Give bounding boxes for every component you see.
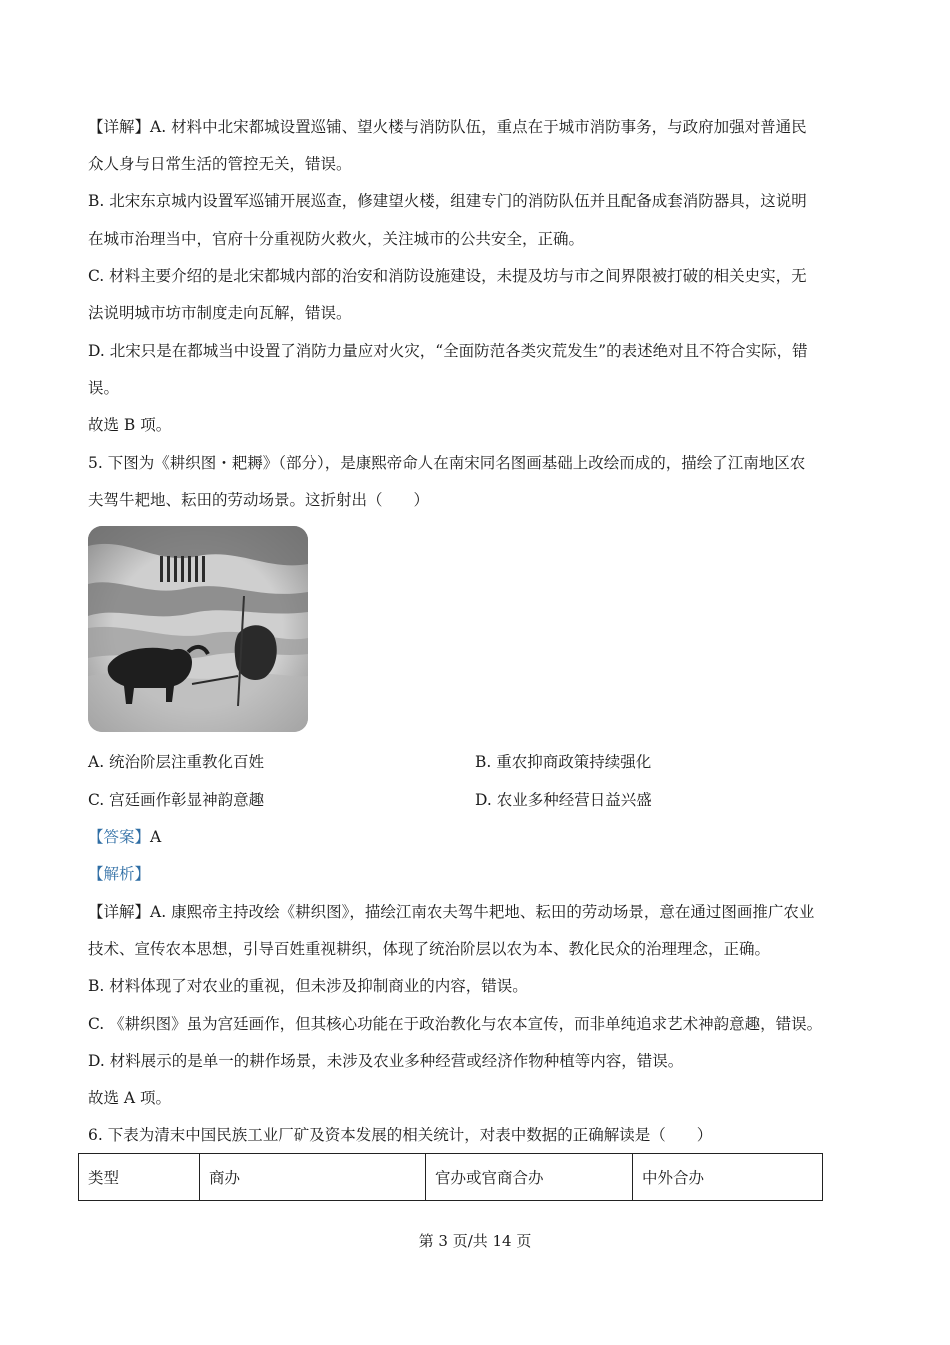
detail-label: 【详解】 — [88, 903, 151, 921]
q5-stem-line1: 5. 下图为《耕织图・耙耨》（部分），是康熙帝命人在南宋同名图画基础上改绘而成的，描绘了江南地区农 — [88, 454, 806, 472]
q5-detail-a-line2: 技术、宣传农本思想，引导百姓重视耕织，体现了统治阶层以农为本、教化民众的治理理念，正确。 — [88, 940, 771, 958]
q5-analysis-label: 【解析】 — [88, 865, 151, 883]
q4-detail-c-line1: C. 材料主要介绍的是北宋都城内部的治安和消防设施建设，未提及坊与市之间界限被打破的相关史实，无 — [88, 267, 807, 285]
q4-detail-c-line2: 法说明城市坊市制度走向瓦解，错误。 — [88, 304, 352, 322]
table-header-row — [79, 1154, 823, 1201]
q5-detail-d-line1: D. 材料展示的是单一的耕作场景，未涉及农业多种经营或经济作物种植等内容，错误。 — [88, 1052, 684, 1070]
q4-detail-b-line1: B. 北宋东京城内设置军巡铺开展巡查，修建望火楼，组建专门的消防队伍并且配备成套消防器具，这说明 — [88, 192, 807, 210]
q5-conclusion: 故选 A 项。 — [88, 1089, 172, 1107]
answer-value: A — [150, 828, 162, 846]
q5-option-b: B. 重农抑商政策持续强化 — [475, 753, 652, 771]
answer-label: 【答案】 — [88, 828, 151, 846]
q5-answer — [88, 827, 161, 847]
q4-detail-a-line1: 【详解】A. 材料中北宋都城设置巡铺、望火楼与消防队伍，重点在于城市消防事务，与政府加强对普通民 — [88, 118, 807, 136]
q4-detail-b-line2: 在城市治理当中，官府十分重视防火救火，关注城市的公共安全，正确。 — [88, 230, 585, 248]
q5-stem-line2: 夫驾牛耙地、耘田的劳动场景。这折射出（ ） — [88, 491, 430, 509]
q6-statistics-table — [78, 1153, 823, 1201]
page-footer: 第 3 页/共 14 页 — [418, 1232, 532, 1250]
detail-label: 【详解】 — [88, 118, 151, 136]
q5-detail-c-line1: C. 《耕织图》虽为宫廷画作，但其核心功能在于政治教化与农本宣传，而非单纯追求艺术神韵意趣，错误。 — [88, 1015, 823, 1033]
q5-option-a: A. 统治阶层注重教化百姓 — [88, 753, 265, 771]
q5-detail-a-line1: 【详解】A. 康熙帝主持改绘《耕织图》，描绘江南农夫驾牛耙地、耘田的劳动场景，意在通过图画推广农业 — [88, 903, 815, 921]
table-header-cell: 中外合办 — [633, 1154, 823, 1201]
q5-detail-b-line1: B. 材料体现了对农业的重视，但未涉及抑制商业的内容，错误。 — [88, 977, 528, 995]
table-header-cell: 类型 — [79, 1154, 200, 1201]
table-header-cell: 商办 — [200, 1154, 426, 1201]
q4-conclusion: 故选 B 项。 — [88, 416, 172, 434]
q5-option-d: D. 农业多种经营日益兴盛 — [475, 791, 652, 809]
q4-detail-d-line1: D. 北宋只是在都城当中设置了消防力量应对火灾，“全面防范各类灾荒发生”的表述绝对且不符合实际，错 — [88, 342, 808, 360]
q5-option-c: C. 宫廷画作彰显神韵意趣 — [88, 791, 265, 809]
table-header-cell: 官办或官商合办 — [426, 1154, 633, 1201]
q4-detail-d-line2: 误。 — [88, 379, 120, 397]
q4-detail-a-line2: 众人身与日常生活的管控无关，错误。 — [88, 155, 352, 173]
q6-stem: 6. 下表为清末中国民族工业厂矿及资本发展的相关统计，对表中数据的正确解读是（ ） — [88, 1126, 713, 1144]
painting-illustration — [88, 526, 308, 732]
gengzhitu-painting-image — [88, 526, 308, 732]
